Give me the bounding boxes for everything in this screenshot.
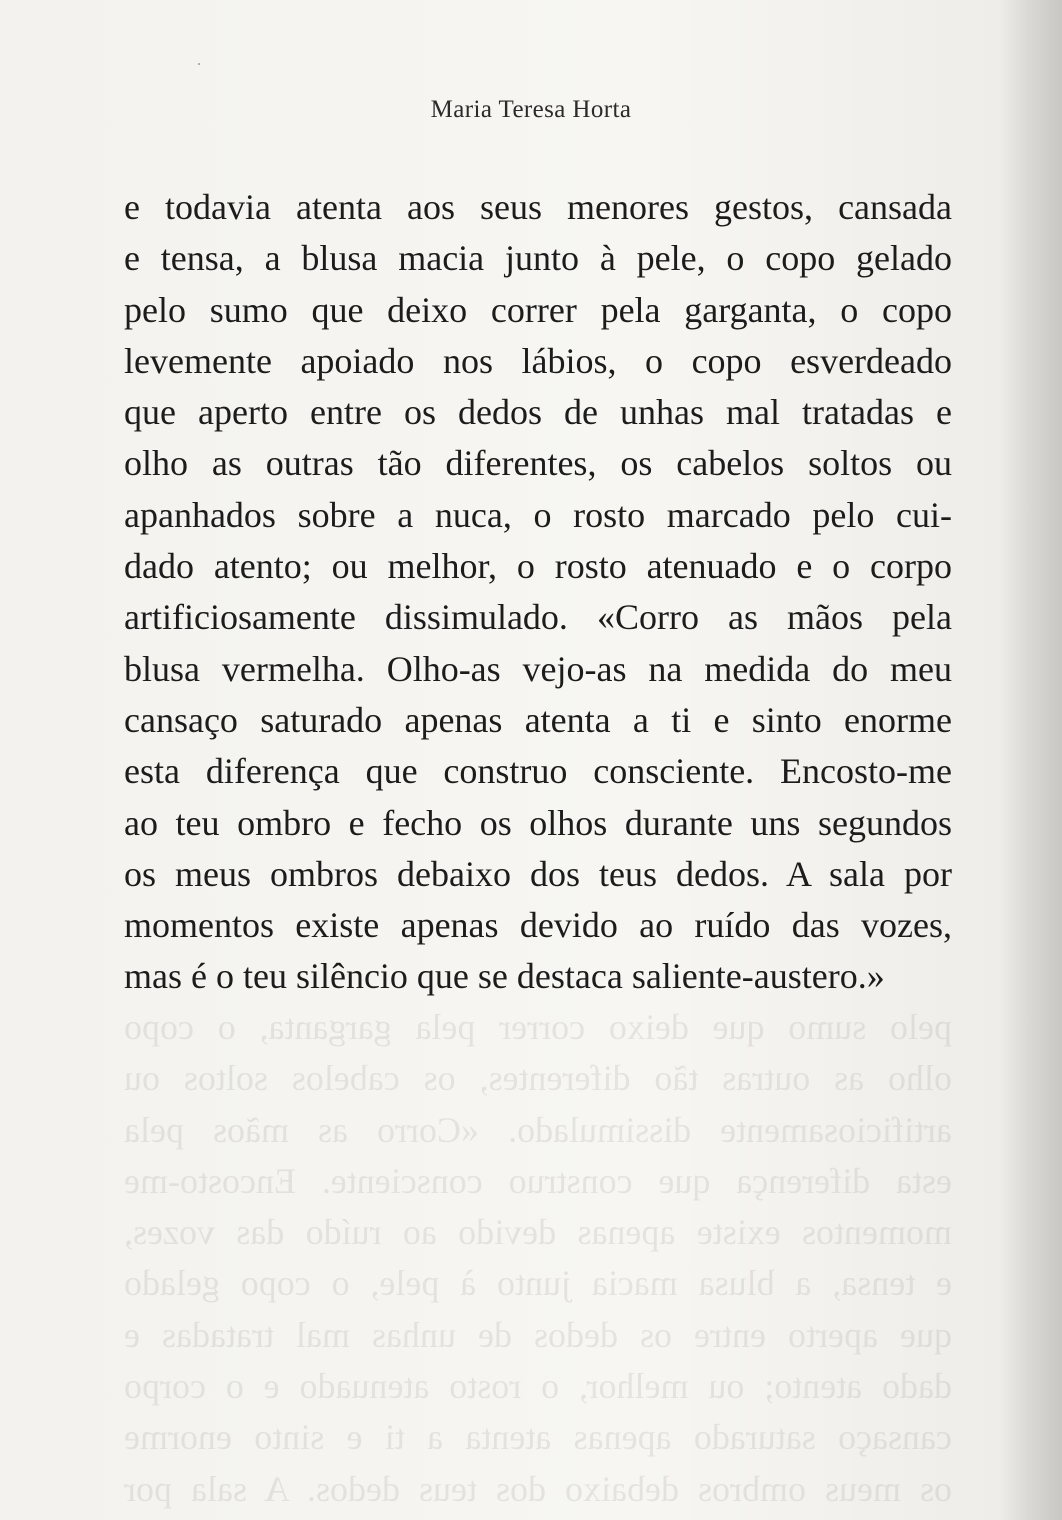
text-line: artificiosamente dissimulado. «Corro as mãos pela bbox=[124, 597, 952, 638]
text-line: momentos existe apenas devido ao ruído das vozes, bbox=[124, 905, 952, 946]
show-through-line: os meus ombros debaixo dos teus dedos. A sala por bbox=[124, 1468, 952, 1509]
show-through-line: cansaço saturado apenas atenta a ti e sinto enorme bbox=[124, 1417, 952, 1458]
text-line: que aperto entre os dedos de unhas mal tratadas e bbox=[124, 392, 952, 433]
body-text bbox=[124, 182, 952, 1003]
show-through-line: olho as outras tão diferentes, os cabelos soltos ou bbox=[124, 1058, 952, 1099]
show-through-line: artificiosamente dissimulado. «Corro as mãos pela bbox=[124, 1109, 952, 1150]
text-line: apanhados sobre a nuca, o rosto marcado pelo cui- bbox=[124, 494, 952, 535]
text-line: e tensa, a blusa macia junto à pele, o copo gelado bbox=[124, 238, 952, 279]
show-through-line: dado atento; ou melhor, o rosto atenuado e o corpo bbox=[124, 1366, 952, 1407]
show-through-line: que aperto entre os dedos de unhas mal tratadas e bbox=[124, 1314, 952, 1355]
show-through-line: e tensa, a blusa macia junto à pele, o copo gelado bbox=[124, 1263, 952, 1304]
text-line: mas é o teu silêncio que se destaca saliente-austero.» bbox=[124, 956, 885, 997]
show-through-line: pelo sumo que deixo correr pela garganta, o copo bbox=[124, 1007, 952, 1047]
paper-speck bbox=[198, 63, 200, 65]
text-line: blusa vermelha. Olho-as vejo-as na medida do meu bbox=[124, 648, 952, 689]
show-through-reverse-side bbox=[124, 1002, 952, 1515]
text-line: olho as outras tão diferentes, os cabelos soltos ou bbox=[124, 443, 952, 484]
text-line: os meus ombros debaixo dos teus dedos. A sala por bbox=[124, 853, 952, 894]
text-line: esta diferença que construo consciente. Encosto-me bbox=[124, 751, 952, 792]
text-line: levemente apoiado nos lábios, o copo esverdeado bbox=[124, 340, 952, 381]
show-through-line: momentos existe apenas devido ao ruído das vozes, bbox=[124, 1212, 952, 1253]
text-line: cansaço saturado apenas atenta a ti e sinto enorme bbox=[124, 699, 952, 740]
text-line: e todavia atenta aos seus menores gestos, cansada bbox=[124, 187, 952, 227]
text-line: ao teu ombro e fecho os olhos durante uns segundos bbox=[124, 802, 952, 843]
running-head-author: Maria Teresa Horta bbox=[430, 96, 632, 123]
show-through-line: esta diferença que construo consciente. Encosto-me bbox=[124, 1160, 952, 1201]
text-line: pelo sumo que deixo correr pela garganta, o copo bbox=[124, 289, 952, 330]
text-line: dado atento; ou melhor, o rosto atenuado e o corpo bbox=[124, 546, 952, 587]
